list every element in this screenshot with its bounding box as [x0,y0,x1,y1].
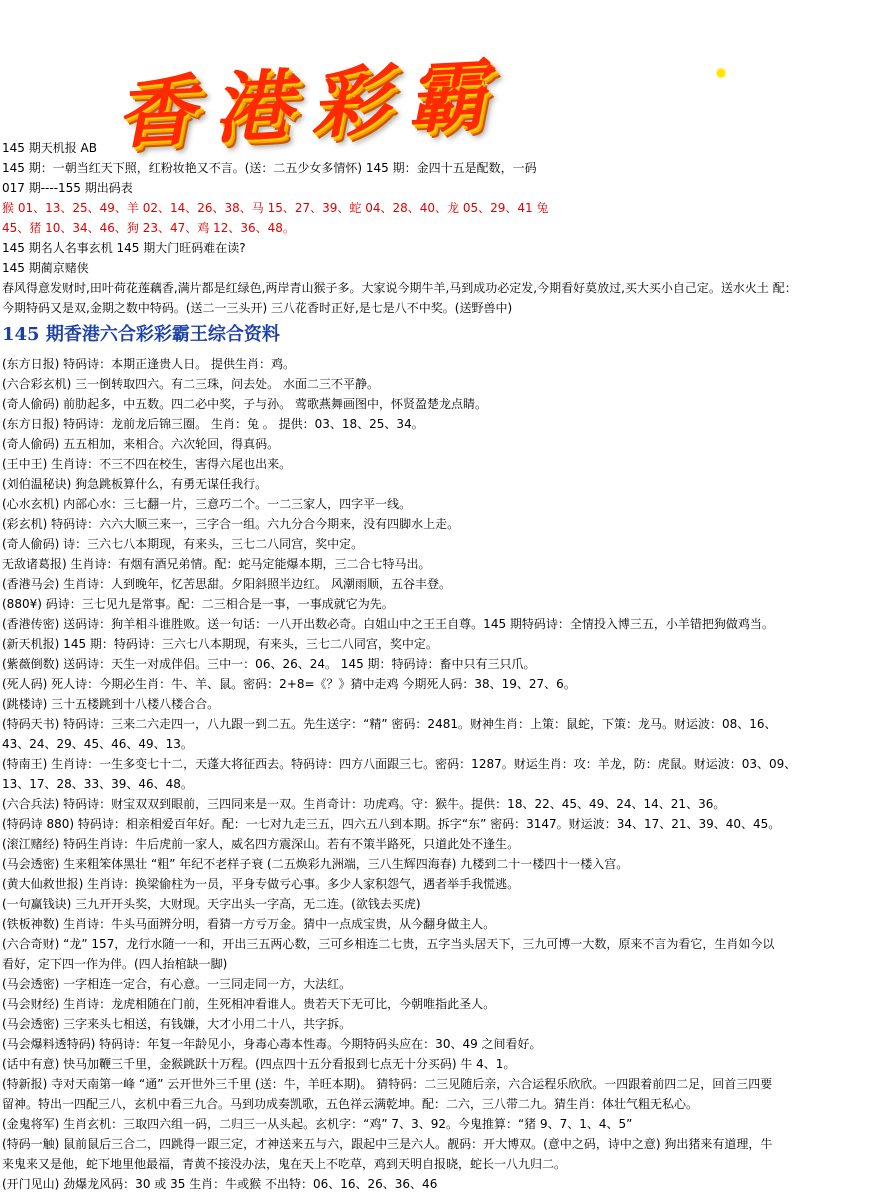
entry-line: (彩玄机) 特码诗：六六大顺三来一，三字合一组。六九分合今期来，没有四脚水上走。 [2,517,460,531]
intro-line: 45、猪 10、34、46、狗 23、47、鸡 12、36、48。 [2,221,295,235]
entry-line: (铁板神数) 生肖诗：牛头马面辨分明，看猜一方亏万金。猜中一点成宝贵，从今翻身做主人。 [2,917,496,931]
entry-line: (王中王) 生肖诗：不三不四在校生，害得六尾也出来。 [2,457,292,471]
entry-line: (六合彩玄机) 三一倒转取四六。有二三珠，问去处。 水面二三不平静。 [2,377,379,391]
intro-line: 017 期----155 期出码表 [2,181,133,195]
entry-line: 看好，定下四一作为伴。(四人抬棺缺一脚) [2,957,228,971]
intro-line: 145 期名人名事玄机 145 期大门旺码难在读? [2,241,246,255]
entry-line: (新天机报) 145 期：特码诗：三六七八本期现，有来头，三七二八同宫，奖中定。 [2,637,438,651]
intro-line: 145 期：一朝当红天下照，红粉妆艳又不言。(送：二五少女多情怀) 145 期：金四十五是配数，一码 [2,161,537,175]
banner-title: 香港彩霸 [113,49,520,160]
entry-line: (刘伯温秘诀) 狗急跳板算什么，有勇无谋任我行。 [2,477,268,491]
entry-line: (特码诗 880) 特码诗：相亲相爱百年好。配：一七对九走三五，四六五八到本期。拆字“东” 密码：3147。财运波：34、17、21、39、40、45。 [2,817,781,831]
entry-line: (马会透密) 一字相连一定合，有心意。一三同走同一方，大法红。 [2,977,352,991]
entry-line: (紫薇倒数) 送码诗：天生一对成伴侣。三中一：06、26、24。 145 期：特码诗：畜中只有三只爪。 [2,657,536,671]
entry-line: (奇人偷码) 五五相加，来相合。六次轮回，得真码。 [2,437,280,451]
sparkle-icon [716,66,726,80]
entry-line: (马会财经) 生肖诗：龙虎相随在门前，生死相冲看谁人。贵若天下无可比，今朝唯指此圣人。 [2,997,496,1011]
entry-line: 无敌诸葛报) 生肖诗：有烟有酒兄弟情。配：蛇马定能爆本期，三二合七特马出。 [2,557,431,571]
entry-line: (香港传密) 送码诗：狗羊相斗谁胜败。送一句话：一八开出数必奇。白姐山中之王王自尊。145 期特码诗：全情投入博三五，小羊错把狗做鸡当。 [2,617,774,631]
entry-line: (880¥) 码诗：三七见九是常事。配：二三相合是一事，一事成就它为先。 [2,597,394,611]
entry-line: (六合奇财) “龙” 157，龙行水随一一和，开出三五两心数，三可乡相连二七贵，五字当头居天下，三九可博一大数，原来不言为看它，生肖如今以 [2,937,775,951]
entry-line: (奇人偷码) 诗：三六七八本期现，有来头，三七二八同宫，奖中定。 [2,537,364,551]
intro-line: 今期特码又是双,金期之数中特码。(送二一三头开) 三八花香时正好,是七是八不中奖。(送野兽中) [2,301,513,315]
entry-line: (特南王) 生肖诗：一生多变七十二，天蓬大将征西去。特码诗：四方八面跟三七。密码：1287。财运生肖：攻：羊龙，防：虎鼠。财运波：03、09、 [2,757,797,771]
entry-line: 43、24、29、45、46、49、13。 [2,737,193,751]
entry-line: (东方日报) 特码诗：龙前龙后锦三圈。 生肖：兔 。 提供：03、18、25、34。 [2,417,424,431]
document-body [2,138,886,1194]
intro-line: 猴 01、13、25、49、羊 02、14、26、38、马 15、27、39、蛇 04、28、40、龙 05、29、41 兔 [2,201,549,215]
entry-line: 留神。特出一四配三八，玄机中看三九合。马到功成奏凯歌，五色祥云满乾坤。配：二六，三八带二九。猜生肖：体壮气粗无私心。 [2,1097,699,1111]
entry-line: (香港马会) 生肖诗：人到晚年，忆苦思甜。夕阳斜照半边红。 风潮雨顺，五谷丰登。 [2,577,451,591]
section-heading: 145 期香港六合彩彩霸王综合资料 [2,324,280,345]
entry-line: (金鬼将军) 生肖玄机：三取四六组一码，二归三一从头起。玄机字：“鸡” 7、3、92。今鬼推算：“猪 9、7、1、4、5” [2,1117,633,1131]
entry-line: (开门见山) 劲爆龙风码：30 或 35 生肖：牛或猴 不出特：06、16、26、36、46 [2,1177,438,1191]
intro-line: 145 期天机报 AB [2,141,97,155]
entry-line: (马会透密) 生来粗笨体黑壮 “粗” 年纪不老样子衰 (二五焕彩九洲端，三八生辉四海春) 九楼到二十一楼四十一楼入宫。 [2,857,629,871]
entry-line: (一句赢钱诀) 三九开开头奖，大财现。天字出头一字高，无二连。(欲钱去买虎) [2,897,421,911]
intro-line: 145 期蔺京赌侠 [2,261,89,275]
entry-line: (马会透密) 三字来头七相送，有钱嫌，大才小用二十八，共字拆。 [2,1017,352,1031]
entry-line: (马会爆料透特码) 特码诗：年复一年龄见小，身毒心毒本性毒。今期特码头应在：30、49 之间看好。 [2,1037,542,1051]
entry-line: (黄大仙救世报) 生肖诗：换梁偷柱为一员，平身专做亏心事。多少人家积怨气，遇者举手我慌逃。 [2,877,520,891]
banner [113,24,600,160]
entry-line: (六合兵法) 特码诗：财宝双双到眼前，三四同来是一双。生肖奇计：功虎鸡。守：猴牛。提供：18、22、45、49、24、14、21、36。 [2,797,726,811]
entry-line: (特码一触) 鼠前鼠后三合二，四跳得一跟三定，才神送来五与六，跟起中三是六人。靓码：开大博双。(意中之码，诗中之意) 狗出猪来有道理，牛 [2,1137,773,1151]
intro-section [2,138,886,318]
entry-line: (心水玄机) 内部心水：三七翻一片，三意巧二个。一二三家人，四字平一线。 [2,497,412,511]
entry-line: (特新报) 寺对天南第一峰 “通” 云开世外三千里 (送：牛，羊旺本期)。 猜特码：二三见随后亲，六合运程乐欣欣。一四跟着前四二足，回首三四要 [2,1077,773,1091]
entries-section [2,354,886,1194]
entry-line: 来鬼来又是他，蛇下地里他最福，青黄不接没办法，鬼在天上不吃草，鸡到天明自报晓，蛇长一八九归二。 [2,1157,567,1171]
entry-line: 13、17、28、33、39、46、48。 [2,777,193,791]
entry-line: (跳楼诗) 三十五楼跳到十八楼八楼合合。 [2,697,220,711]
entry-line: (话中有意) 快马加鞭三千里，金猴跳跃十万程。(四点四十五分看报到七点无十分买码) 牛 4、1。 [2,1057,516,1071]
entry-line: (滚江赌经) 特码生肖诗：牛后虎前一家人，威名四方震深山。若有不策半路死，只道此处不逢生。 [2,837,520,851]
entry-line: (特码天书) 特码诗：三来二六走四一，八九跟一到二五。先生送字：“精” 密码：2481。财神生肖：上策：鼠蛇，下策：龙马。财运波：08、16、 [2,717,777,731]
entry-line: (奇人偷码) 前肋起多，中五数。四二必中奖，子与孙。 莺歌燕舞画图中，怀贤盈楚龙点睛。 [2,397,487,411]
entry-line: (东方日报) 特码诗：本期正逢贵人日。 提供生肖：鸡。 [2,357,295,371]
intro-line: 春风得意发财时,田叶荷花莲藕香,满片都是红绿色,两岸青山猴子多。大家说今期牛羊,马到成功必定发,今期看好莫放过,买大买小自己定。送水火土 配： [2,281,797,295]
entry-line: (死人码) 死人诗：今期必生肖：牛、羊、鼠。密码：2+8=《？》猜中走鸡 今期死人码：38、19、27、6。 [2,677,576,691]
